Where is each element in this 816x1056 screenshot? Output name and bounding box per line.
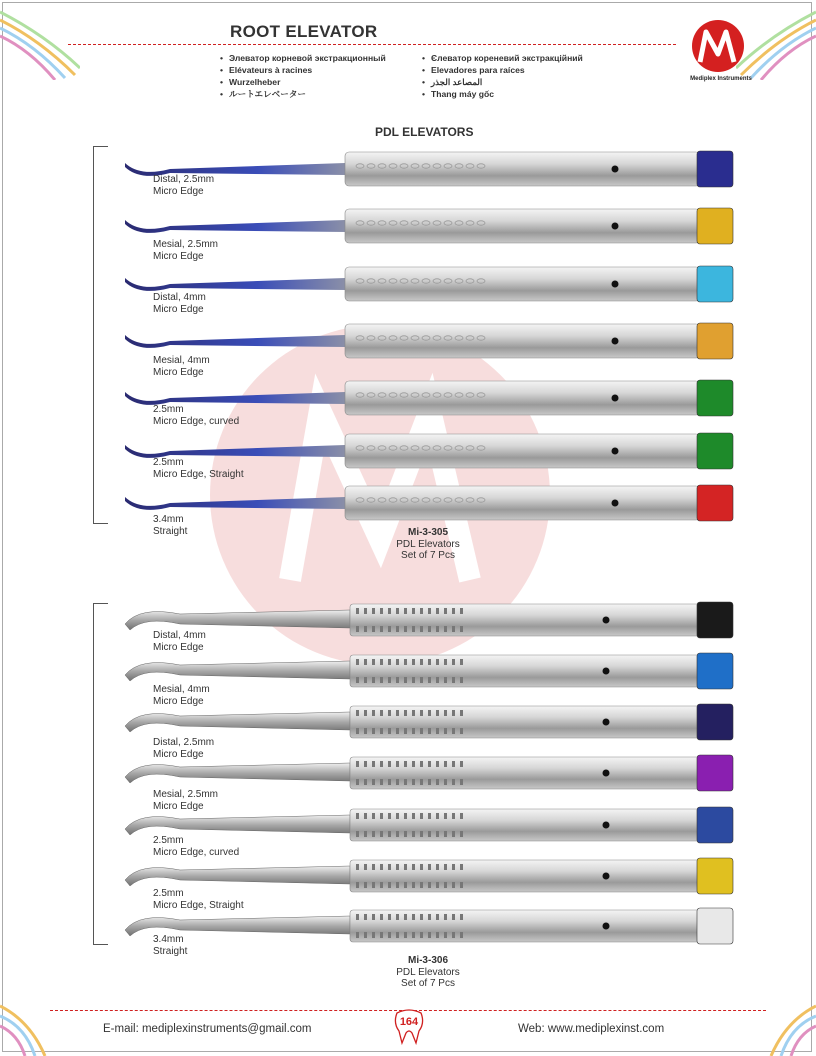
handle-grip <box>460 659 463 665</box>
handle-grip <box>396 677 399 683</box>
handle-grip <box>420 779 423 785</box>
handle-grip <box>356 882 359 888</box>
handle-dot <box>612 166 619 173</box>
handle-grip <box>380 813 383 819</box>
handle-grip <box>436 626 439 632</box>
page-title: ROOT ELEVATOR <box>230 22 378 41</box>
handle-grip <box>444 677 447 683</box>
handle-dot <box>612 448 619 455</box>
instrument-end-cap <box>697 858 733 894</box>
translation: • Elevadores para raíces <box>422 64 583 76</box>
handle-grip <box>412 761 415 767</box>
handle-grip <box>396 914 399 920</box>
handle-grip <box>396 882 399 888</box>
handle-grip <box>460 761 463 767</box>
handle-grip <box>428 728 431 734</box>
instrument-handle <box>345 486 700 520</box>
handle-grip <box>428 831 431 837</box>
handle-grip <box>404 813 407 819</box>
product-qty: Set of 7 Pcs <box>401 550 455 561</box>
instrument-shaft <box>125 445 345 458</box>
handle-grip <box>372 761 375 767</box>
instrument-handle <box>350 655 700 687</box>
handle-grip <box>364 864 367 870</box>
instrument-end-cap <box>697 602 733 638</box>
handle-grip <box>436 882 439 888</box>
handle-grip <box>364 813 367 819</box>
handle-grip <box>452 761 455 767</box>
handle-grip <box>388 728 391 734</box>
handle-grip <box>428 813 431 819</box>
handle-grip <box>372 882 375 888</box>
set1-caption-5: 2.5mm Micro Edge, curved <box>153 404 240 427</box>
handle-grip <box>364 659 367 665</box>
set1-caption-3: Distal, 4mm Micro Edge <box>153 292 206 315</box>
translation: • Wurzelheber <box>220 76 386 88</box>
handle-grip <box>452 608 455 614</box>
handle-grip <box>452 677 455 683</box>
instrument-handle <box>345 381 700 415</box>
handle-grip <box>388 813 391 819</box>
handle-grip <box>444 728 447 734</box>
handle-grip <box>428 626 431 632</box>
handle-grip <box>396 831 399 837</box>
handle-grip <box>436 779 439 785</box>
handle-dot <box>603 770 610 777</box>
instrument-handle <box>350 706 700 738</box>
handle-grip <box>404 728 407 734</box>
handle-grip <box>420 914 423 920</box>
handle-grip <box>380 677 383 683</box>
instrument-shaft <box>125 661 350 681</box>
handle-dot <box>603 873 610 880</box>
product-name: PDL Elevators <box>396 966 460 978</box>
handle-grip <box>380 761 383 767</box>
instrument-handle <box>345 267 700 301</box>
handle-grip <box>428 779 431 785</box>
set2-caption-2: Mesial, 4mm Micro Edge <box>153 684 210 707</box>
handle-grip <box>364 914 367 920</box>
handle-grip <box>452 659 455 665</box>
handle-grip <box>460 677 463 683</box>
handle-grip <box>380 882 383 888</box>
handle-grip <box>420 882 423 888</box>
handle-grip <box>364 761 367 767</box>
handle-grip <box>388 710 391 716</box>
product-name: PDL Elevators <box>396 538 460 550</box>
translation: • Єлеватор кореневий экстракційний <box>422 52 583 64</box>
handle-grip <box>364 626 367 632</box>
handle-grip <box>460 831 463 837</box>
handle-grip <box>444 864 447 870</box>
handle-grip <box>452 710 455 716</box>
handle-grip <box>460 914 463 920</box>
instrument-end-cap <box>697 151 733 187</box>
instrument-shaft <box>125 610 350 630</box>
handle-grip <box>356 608 359 614</box>
handle-grip <box>444 626 447 632</box>
handle-grip <box>404 626 407 632</box>
handle-grip <box>380 914 383 920</box>
set1-caption-7: 3.4mm Straight <box>153 514 188 537</box>
handle-grip <box>452 626 455 632</box>
handle-grip <box>364 710 367 716</box>
handle-grip <box>356 813 359 819</box>
handle-grip <box>436 659 439 665</box>
handle-grip <box>356 677 359 683</box>
handle-grip <box>404 710 407 716</box>
handle-grip <box>436 914 439 920</box>
handle-grip <box>364 831 367 837</box>
handle-grip <box>388 761 391 767</box>
instrument-shaft <box>125 815 350 835</box>
instrument-end-cap <box>697 704 733 740</box>
handle-grip <box>372 659 375 665</box>
handle-grip <box>444 831 447 837</box>
product-code: Mi-3-306 <box>407 955 448 966</box>
handle-grip <box>444 914 447 920</box>
translation: • Thang máy gốc <box>422 88 583 100</box>
instrument-handle <box>345 209 700 243</box>
handle-grip <box>420 659 423 665</box>
handle-grip <box>460 728 463 734</box>
handle-grip <box>452 831 455 837</box>
handle-grip <box>452 932 455 938</box>
handle-grip <box>444 608 447 614</box>
handle-grip <box>428 761 431 767</box>
handle-grip <box>444 882 447 888</box>
handle-grip <box>436 813 439 819</box>
section-title: PDL ELEVATORS <box>375 125 474 139</box>
handle-grip <box>460 710 463 716</box>
handle-grip <box>388 779 391 785</box>
handle-grip <box>388 608 391 614</box>
handle-grip <box>452 864 455 870</box>
handle-grip <box>380 608 383 614</box>
handle-grip <box>420 710 423 716</box>
handle-grip <box>388 677 391 683</box>
brand-name: Mediplex Instruments <box>690 76 752 82</box>
instrument-handle <box>345 324 700 358</box>
set1-caption-6: 2.5mm Micro Edge, Straight <box>153 457 244 480</box>
instrument-shaft <box>125 763 350 783</box>
handle-grip <box>420 761 423 767</box>
instrument-handle <box>350 809 700 841</box>
handle-grip <box>364 677 367 683</box>
handle-grip <box>428 914 431 920</box>
handle-grip <box>396 710 399 716</box>
handle-grip <box>404 677 407 683</box>
page-number: 164 <box>393 1007 425 1045</box>
handle-dot <box>612 338 619 345</box>
handle-grip <box>412 779 415 785</box>
set1-caption-2: Mesial, 2.5mm Micro Edge <box>153 239 219 262</box>
handle-dot <box>612 500 619 507</box>
handle-grip <box>364 882 367 888</box>
handle-grip <box>396 728 399 734</box>
set2-product-info <box>368 955 488 990</box>
handle-grip <box>420 932 423 938</box>
handle-grip <box>436 761 439 767</box>
handle-grip <box>428 608 431 614</box>
handle-grip <box>460 882 463 888</box>
handle-grip <box>460 626 463 632</box>
handle-grip <box>460 608 463 614</box>
handle-grip <box>404 864 407 870</box>
handle-grip <box>436 728 439 734</box>
handle-grip <box>356 659 359 665</box>
handle-grip <box>364 728 367 734</box>
handle-grip <box>420 608 423 614</box>
handle-grip <box>412 728 415 734</box>
handle-grip <box>356 932 359 938</box>
handle-grip <box>372 677 375 683</box>
instrument-end-cap <box>697 755 733 791</box>
handle-grip <box>372 710 375 716</box>
handle-dot <box>603 923 610 930</box>
translation: • Элеватор корневой экстракционный <box>220 52 386 64</box>
handle-grip <box>372 831 375 837</box>
handle-grip <box>412 659 415 665</box>
handle-grip <box>452 813 455 819</box>
handle-grip <box>380 932 383 938</box>
instrument-end-cap <box>697 908 733 944</box>
set2-caption-5: 2.5mm Micro Edge, curved <box>153 835 240 858</box>
handle-grip <box>436 677 439 683</box>
handle-dot <box>603 668 610 675</box>
handle-grip <box>380 864 383 870</box>
handle-grip <box>396 608 399 614</box>
handle-grip <box>420 728 423 734</box>
handle-dot <box>603 719 610 726</box>
handle-grip <box>404 831 407 837</box>
handle-grip <box>380 710 383 716</box>
handle-grip <box>380 728 383 734</box>
handle-grip <box>436 864 439 870</box>
handle-grip <box>356 831 359 837</box>
instrument-end-cap <box>697 653 733 689</box>
handle-grip <box>364 779 367 785</box>
set2-caption-1: Distal, 4mm Micro Edge <box>153 630 206 653</box>
handle-grip <box>364 608 367 614</box>
handle-grip <box>452 779 455 785</box>
instrument-end-cap <box>697 807 733 843</box>
instrument-handle <box>345 152 700 186</box>
handle-dot <box>603 822 610 829</box>
product-code: Mi-3-305 <box>407 527 448 538</box>
handle-grip <box>460 864 463 870</box>
handle-grip <box>444 710 447 716</box>
instrument-handle <box>350 604 700 636</box>
handle-grip <box>404 608 407 614</box>
set1-product-info <box>368 527 488 562</box>
instrument-shaft <box>125 916 350 936</box>
handle-grip <box>388 659 391 665</box>
handle-grip <box>396 864 399 870</box>
handle-grip <box>404 659 407 665</box>
footer-website[interactable]: Web: www.mediplexinst.com <box>518 1023 665 1035</box>
handle-grip <box>356 626 359 632</box>
set2-caption-3: Distal, 2.5mm Micro Edge <box>153 737 215 760</box>
handle-grip <box>372 728 375 734</box>
handle-dot <box>612 223 619 230</box>
handle-grip <box>444 932 447 938</box>
handle-dot <box>612 281 619 288</box>
footer-email[interactable]: E-mail: mediplexinstruments@gmail.com <box>103 1023 312 1035</box>
handle-grip <box>412 914 415 920</box>
translation: • المصاعد الجذر <box>422 76 583 88</box>
handle-grip <box>356 864 359 870</box>
instrument-end-cap <box>697 380 733 416</box>
handle-grip <box>452 914 455 920</box>
handle-grip <box>452 882 455 888</box>
handle-grip <box>428 710 431 716</box>
set2-caption-6: 2.5mm Micro Edge, Straight <box>153 888 244 911</box>
instrument-end-cap <box>697 266 733 302</box>
handle-grip <box>396 813 399 819</box>
instrument-shaft <box>125 220 345 233</box>
handle-grip <box>404 914 407 920</box>
handle-grip <box>428 864 431 870</box>
handle-grip <box>380 626 383 632</box>
instrument-end-cap <box>697 433 733 469</box>
handle-grip <box>372 914 375 920</box>
instrument-shaft <box>125 335 345 348</box>
handle-grip <box>396 932 399 938</box>
handle-grip <box>436 710 439 716</box>
handle-grip <box>380 831 383 837</box>
handle-grip <box>404 761 407 767</box>
handle-grip <box>388 932 391 938</box>
handle-grip <box>428 677 431 683</box>
handle-grip <box>372 779 375 785</box>
handle-grip <box>444 761 447 767</box>
handle-grip <box>404 779 407 785</box>
instrument-handle <box>350 860 700 892</box>
handle-grip <box>420 813 423 819</box>
handle-grip <box>388 882 391 888</box>
instrument-end-cap <box>697 208 733 244</box>
handle-grip <box>436 831 439 837</box>
handle-grip <box>460 813 463 819</box>
translation: • Elévateurs à racines <box>220 64 386 76</box>
handle-grip <box>372 864 375 870</box>
handle-dot <box>612 395 619 402</box>
handle-grip <box>372 813 375 819</box>
translation: • ルートエレベーター <box>220 88 386 100</box>
handle-grip <box>420 626 423 632</box>
handle-grip <box>436 608 439 614</box>
handle-grip <box>444 659 447 665</box>
handle-grip <box>412 710 415 716</box>
handle-grip <box>404 932 407 938</box>
instrument-shaft <box>125 497 345 510</box>
instrument-shaft <box>125 712 350 732</box>
handle-grip <box>388 864 391 870</box>
handle-grip <box>412 608 415 614</box>
instrument-end-cap <box>697 323 733 359</box>
handle-grip <box>380 779 383 785</box>
handle-grip <box>444 813 447 819</box>
handle-grip <box>452 728 455 734</box>
handle-grip <box>356 728 359 734</box>
handle-grip <box>356 761 359 767</box>
handle-grip <box>404 882 407 888</box>
handle-grip <box>372 626 375 632</box>
handle-dot <box>603 617 610 624</box>
handle-grip <box>420 831 423 837</box>
handle-grip <box>388 626 391 632</box>
handle-grip <box>372 608 375 614</box>
handle-grip <box>428 932 431 938</box>
handle-grip <box>436 932 439 938</box>
instrument-end-cap <box>697 485 733 521</box>
handle-grip <box>356 914 359 920</box>
handle-grip <box>356 779 359 785</box>
product-qty: Set of 7 Pcs <box>401 978 455 989</box>
handle-grip <box>444 779 447 785</box>
handle-grip <box>460 779 463 785</box>
set2-caption-7: 3.4mm Straight <box>153 934 188 957</box>
instrument-handle <box>350 910 700 942</box>
handle-grip <box>372 932 375 938</box>
set1-caption-4: Mesial, 4mm Micro Edge <box>153 355 210 378</box>
set1-caption-1: Distal, 2.5mm Micro Edge <box>153 174 215 197</box>
handle-grip <box>380 659 383 665</box>
instrument-handle <box>350 757 700 789</box>
handle-grip <box>420 677 423 683</box>
handle-grip <box>412 882 415 888</box>
handle-grip <box>356 710 359 716</box>
handle-grip <box>396 779 399 785</box>
instrument-handle <box>345 434 700 468</box>
instrument-shaft <box>125 278 345 291</box>
instrument-shaft <box>125 392 345 405</box>
handle-grip <box>420 864 423 870</box>
set2-caption-4: Mesial, 2.5mm Micro Edge <box>153 789 219 812</box>
handle-grip <box>364 932 367 938</box>
handle-grip <box>396 626 399 632</box>
handle-grip <box>412 813 415 819</box>
handle-grip <box>412 677 415 683</box>
handle-grip <box>428 659 431 665</box>
handle-grip <box>396 659 399 665</box>
instrument-shaft <box>125 866 350 886</box>
handle-grip <box>460 932 463 938</box>
handle-grip <box>412 864 415 870</box>
handle-grip <box>412 932 415 938</box>
handle-grip <box>396 761 399 767</box>
handle-grip <box>412 831 415 837</box>
handle-grip <box>388 831 391 837</box>
handle-grip <box>388 914 391 920</box>
handle-grip <box>412 626 415 632</box>
handle-grip <box>428 882 431 888</box>
